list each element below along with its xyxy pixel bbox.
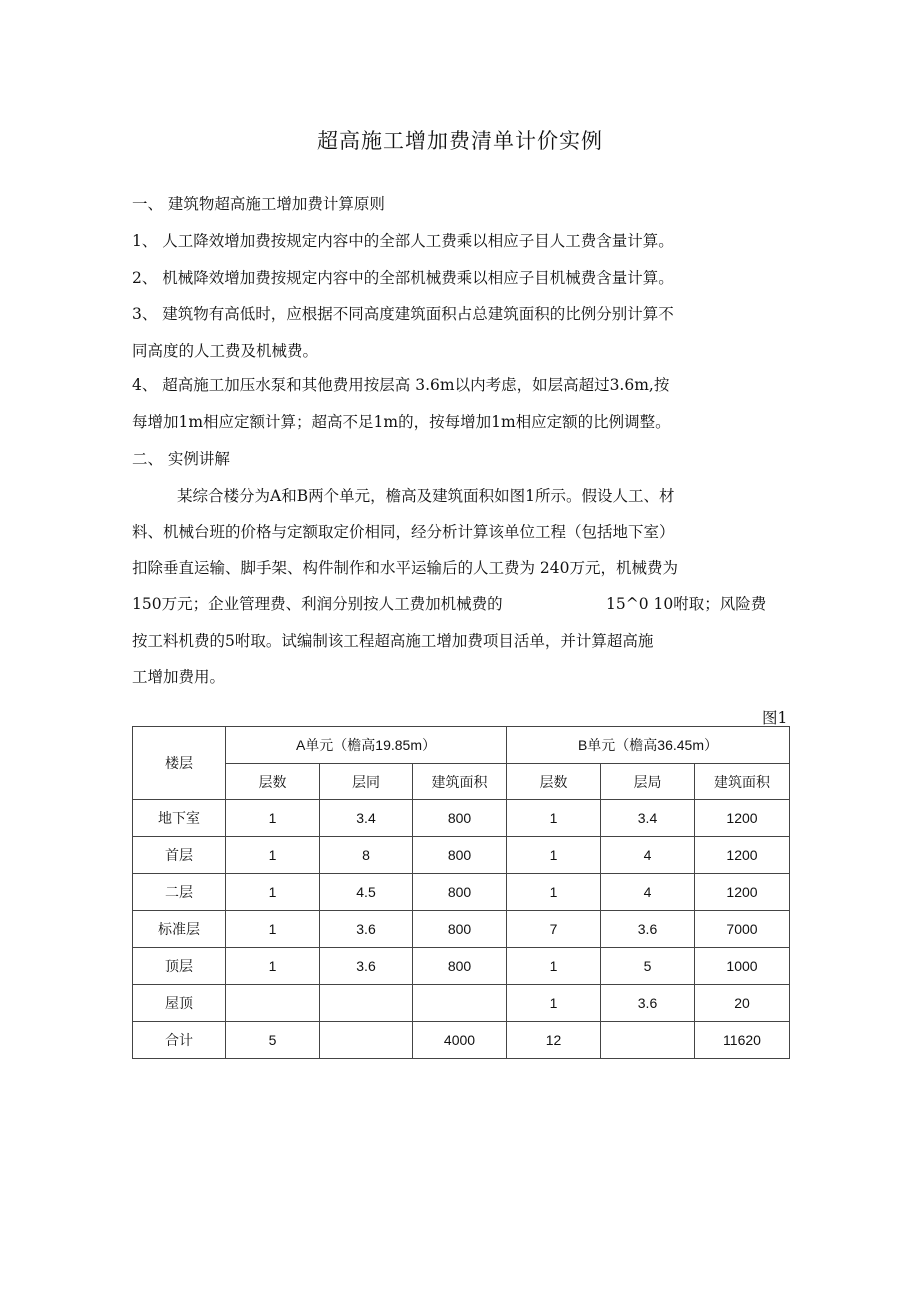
example-paragraph-line1: 某综合楼分为A和B两个单元，檐高及建筑面积如图1所示。假设人工、材: [177, 487, 675, 505]
table-row: [133, 874, 790, 911]
b-height-cell: 3.6: [601, 911, 695, 948]
section1-heading: 一、 建筑物超高施工增加费计算原则: [132, 195, 385, 213]
table-row: [133, 948, 790, 985]
rule-3-line1: 3、 建筑物有高低时，应根据不同高度建筑面积占总建筑面积的比例分别计算不: [132, 305, 674, 323]
floor-cell: 地下室: [133, 800, 226, 837]
table-row: [133, 800, 790, 837]
b-height-cell: 5: [601, 948, 695, 985]
example-paragraph-line5: 按工料机费的5咐取。试编制该工程超高施工增加费项目活单，并计算超高施: [132, 632, 654, 650]
a-area-cell: 800: [413, 874, 507, 911]
a-area-cell: 800: [413, 837, 507, 874]
b-count-cell: 1: [507, 837, 601, 874]
a-height-cell: [320, 985, 413, 1022]
sub-header-b-count: 层数: [507, 764, 601, 800]
sub-header-a-count: 层数: [226, 764, 320, 800]
b-count-cell: 7: [507, 911, 601, 948]
a-count-cell: 1: [226, 911, 320, 948]
example-paragraph-line6: 工增加费用。: [132, 668, 226, 686]
b-count-cell: 1: [507, 985, 601, 1022]
floor-cell: 屋顶: [133, 985, 226, 1022]
a-area-cell: 800: [413, 911, 507, 948]
sub-header-b-area: 建筑面积: [695, 764, 790, 800]
building-data-table: [132, 726, 790, 1059]
a-height-cell: [320, 1022, 413, 1059]
table-row: [133, 985, 790, 1022]
a-count-cell: 5: [226, 1022, 320, 1059]
b-area-cell: 1000: [695, 948, 790, 985]
rule-4-line1: 4、 超高施工加压水泵和其他费用按层高 3.6m以内考虑，如层高超过3.6m,按: [132, 376, 670, 394]
a-count-cell: 1: [226, 800, 320, 837]
b-height-cell: 3.4: [601, 800, 695, 837]
b-area-cell: 1200: [695, 874, 790, 911]
sub-header-a-area: 建筑面积: [413, 764, 507, 800]
a-count-cell: 1: [226, 874, 320, 911]
a-height-cell: 8: [320, 837, 413, 874]
rule-2: 2、 机械降效增加费按规定内容中的全部机械费乘以相应子目机械费含量计算。: [132, 269, 674, 287]
a-height-cell: 3.4: [320, 800, 413, 837]
b-count-cell: 1: [507, 874, 601, 911]
a-area-cell: 800: [413, 948, 507, 985]
a-count-cell: 1: [226, 837, 320, 874]
b-count-cell: 1: [507, 800, 601, 837]
figure-label: 图1: [762, 709, 788, 727]
b-count-cell: 12: [507, 1022, 601, 1059]
b-area-cell: 7000: [695, 911, 790, 948]
a-count-cell: 1: [226, 948, 320, 985]
b-height-cell: 4: [601, 837, 695, 874]
example-paragraph-line3: 扣除垂直运输、脚手架、构件制作和水平运输后的人工费为 240万元，机械费为: [132, 559, 679, 577]
table-header-row: [133, 727, 790, 764]
a-height-cell: 3.6: [320, 911, 413, 948]
sub-header-b-height: 层局: [601, 764, 695, 800]
a-area-cell: [413, 985, 507, 1022]
a-count-cell: [226, 985, 320, 1022]
rule-1: 1、 人工降效增加费按规定内容中的全部人工费乘以相应子目人工费含量计算。: [132, 232, 674, 250]
a-area-cell: 4000: [413, 1022, 507, 1059]
a-height-cell: 4.5: [320, 874, 413, 911]
b-area-cell: 11620: [695, 1022, 790, 1059]
section2-heading: 二、 实例讲解: [132, 450, 230, 468]
b-area-cell: 1200: [695, 837, 790, 874]
floor-cell: 合计: [133, 1022, 226, 1059]
unit-a-header: A单元（檐高19.85m）: [226, 727, 507, 764]
floor-cell: 标准层: [133, 911, 226, 948]
a-area-cell: 800: [413, 800, 507, 837]
floor-cell: 二层: [133, 874, 226, 911]
b-height-cell: 3.6: [601, 985, 695, 1022]
unit-b-header: B单元（檐高36.45m）: [507, 727, 790, 764]
floor-cell: 首层: [133, 837, 226, 874]
table-row: [133, 911, 790, 948]
example-paragraph-line4b: 15^0 10咐取；风险费: [606, 595, 767, 613]
b-area-cell: 1200: [695, 800, 790, 837]
example-paragraph-line2: 料、机械台班的价格与定额取定价相同，经分析计算该单位工程（包括地下室）: [132, 523, 675, 541]
rule-4-line2: 每增加1m相应定额计算；超高不足1m的，按每增加1m相应定额的比例调整。: [132, 413, 671, 431]
table-subheader-row: [133, 764, 790, 800]
a-height-cell: 3.6: [320, 948, 413, 985]
document-title: 超高施工增加费清单计价实例: [317, 129, 603, 153]
b-count-cell: 1: [507, 948, 601, 985]
floor-header: 楼层: [133, 727, 226, 800]
sub-header-a-height: 层同: [320, 764, 413, 800]
rule-3-line2: 同高度的人工费及机械费。: [132, 342, 319, 360]
example-paragraph-line4a: 150万元；企业管理费、利润分别按人工费加机械费的: [132, 595, 503, 613]
table-row: [133, 837, 790, 874]
b-height-cell: [601, 1022, 695, 1059]
b-area-cell: 20: [695, 985, 790, 1022]
table-total-row: [133, 1022, 790, 1059]
b-height-cell: 4: [601, 874, 695, 911]
floor-cell: 顶层: [133, 948, 226, 985]
